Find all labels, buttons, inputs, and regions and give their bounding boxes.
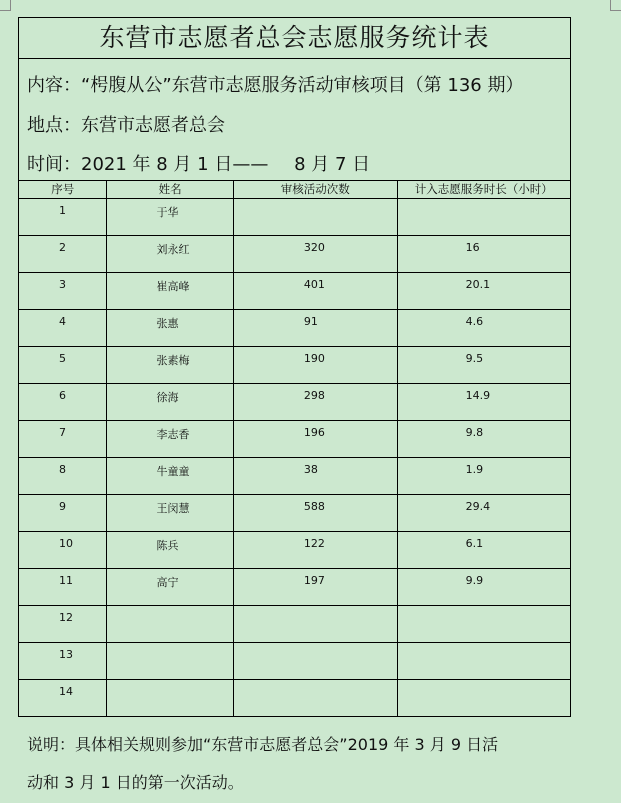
cell-no-text: 1 bbox=[59, 204, 66, 217]
cell-hours-text bbox=[398, 199, 570, 204]
cell-hours[interactable] bbox=[397, 532, 570, 569]
cell-name-text: 崔高峰 bbox=[156, 280, 190, 293]
cell-count-text: 38 bbox=[303, 463, 318, 476]
cell-hours-text: 9.5 bbox=[465, 352, 484, 365]
cell-no[interactable] bbox=[19, 236, 107, 273]
cell-hours[interactable] bbox=[397, 273, 570, 310]
cell-no-text: 7 bbox=[59, 426, 66, 439]
cell-name-text: 陈兵 bbox=[156, 539, 179, 552]
cell-hours[interactable] bbox=[397, 310, 570, 347]
info-block bbox=[19, 59, 570, 181]
cell-name[interactable] bbox=[107, 384, 233, 421]
cell-no[interactable] bbox=[19, 273, 107, 310]
cell-count-text: 190 bbox=[303, 352, 325, 365]
table-row bbox=[19, 532, 570, 569]
cell-hours[interactable] bbox=[397, 384, 570, 421]
cell-name[interactable] bbox=[107, 236, 233, 273]
cell-hours[interactable] bbox=[397, 199, 570, 236]
cell-no-text: 6 bbox=[59, 389, 66, 402]
cell-no[interactable] bbox=[19, 606, 107, 643]
cell-no-text: 2 bbox=[59, 241, 66, 254]
cell-name-text: 高宁 bbox=[156, 576, 179, 589]
cell-no[interactable] bbox=[19, 495, 107, 532]
cell-hours-text: 9.9 bbox=[465, 574, 484, 587]
cell-count[interactable] bbox=[233, 643, 397, 680]
header-name[interactable]: 姓名 bbox=[107, 181, 233, 199]
cell-no-text: 4 bbox=[59, 315, 66, 328]
cell-count[interactable] bbox=[233, 421, 397, 458]
cell-count-text bbox=[234, 606, 397, 611]
cell-name-text: 徐海 bbox=[156, 391, 179, 404]
footnote-line-1[interactable]: 说明：具体相关规则参加“东营市志愿者总会”2019 年 3 月 9 日活 bbox=[27, 735, 499, 754]
cell-hours-text bbox=[398, 643, 570, 648]
cell-no[interactable] bbox=[19, 643, 107, 680]
cell-name-text: 王闵慧 bbox=[156, 502, 190, 515]
cell-no[interactable] bbox=[19, 199, 107, 236]
cell-no-text: 10 bbox=[59, 537, 73, 550]
cell-count[interactable] bbox=[233, 458, 397, 495]
cell-hours-text: 1.9 bbox=[465, 463, 484, 476]
cell-hours-text: 6.1 bbox=[465, 537, 484, 550]
table-row bbox=[19, 347, 570, 384]
cell-hours-text bbox=[398, 606, 570, 611]
cell-count-text bbox=[234, 199, 397, 204]
place-line[interactable]: 地点：东营市志愿者总会 bbox=[27, 115, 225, 136]
volunteer-table bbox=[19, 181, 570, 717]
table-row bbox=[19, 643, 570, 680]
footnote bbox=[27, 726, 587, 802]
cell-no[interactable] bbox=[19, 384, 107, 421]
document-title[interactable]: 东营市志愿者总会志愿服务统计表 bbox=[19, 18, 570, 59]
page-corner-mark bbox=[610, 0, 621, 11]
cell-name[interactable] bbox=[107, 569, 233, 606]
cell-hours-text: 29.4 bbox=[465, 500, 491, 513]
cell-hours[interactable] bbox=[397, 347, 570, 384]
table-row bbox=[19, 421, 570, 458]
cell-count[interactable] bbox=[233, 236, 397, 273]
table-row bbox=[19, 458, 570, 495]
cell-no[interactable] bbox=[19, 680, 107, 717]
cell-hours-text: 16 bbox=[465, 241, 480, 254]
cell-count-text: 196 bbox=[303, 426, 325, 439]
header-count[interactable]: 审核活动次数 bbox=[233, 181, 397, 199]
page-corner-mark bbox=[0, 0, 11, 11]
cell-count[interactable] bbox=[233, 273, 397, 310]
table-row bbox=[19, 495, 570, 532]
cell-hours[interactable] bbox=[397, 680, 570, 717]
cell-name[interactable] bbox=[107, 421, 233, 458]
cell-count-text bbox=[234, 643, 397, 648]
cell-no-text: 14 bbox=[59, 685, 73, 698]
cell-count-text bbox=[234, 680, 397, 685]
cell-count-text: 588 bbox=[303, 500, 325, 513]
cell-count-text: 197 bbox=[303, 574, 325, 587]
header-hours[interactable]: 计入志愿服务时长（小时） bbox=[397, 181, 570, 199]
cell-no-text: 5 bbox=[59, 352, 66, 365]
cell-hours-text: 20.1 bbox=[465, 278, 491, 291]
cell-hours[interactable] bbox=[397, 495, 570, 532]
statistics-sheet bbox=[18, 17, 571, 717]
cell-hours[interactable] bbox=[397, 458, 570, 495]
cell-name-text bbox=[107, 680, 232, 685]
cell-name[interactable] bbox=[107, 606, 233, 643]
cell-name-text: 于华 bbox=[156, 206, 179, 219]
cell-count-text: 91 bbox=[303, 315, 318, 328]
cell-no[interactable] bbox=[19, 569, 107, 606]
cell-count[interactable] bbox=[233, 495, 397, 532]
table-row bbox=[19, 606, 570, 643]
cell-count-text: 401 bbox=[303, 278, 325, 291]
cell-name-text: 牛童童 bbox=[156, 465, 190, 478]
cell-name-text: 李志香 bbox=[156, 428, 190, 441]
cell-hours-text: 9.8 bbox=[465, 426, 484, 439]
cell-name-text: 刘永红 bbox=[156, 243, 190, 256]
cell-name[interactable] bbox=[107, 532, 233, 569]
cell-count-text: 320 bbox=[303, 241, 325, 254]
cell-no[interactable] bbox=[19, 421, 107, 458]
cell-no[interactable] bbox=[19, 310, 107, 347]
cell-name-text bbox=[107, 643, 232, 648]
content-line[interactable]: 内容：“枵腹从公”东营市志愿服务活动审核项目（第 136 期） bbox=[27, 75, 524, 96]
cell-name[interactable] bbox=[107, 347, 233, 384]
cell-hours[interactable] bbox=[397, 606, 570, 643]
cell-name-text: 张素梅 bbox=[156, 354, 190, 367]
cell-no[interactable] bbox=[19, 347, 107, 384]
cell-count[interactable] bbox=[233, 606, 397, 643]
header-no[interactable]: 序号 bbox=[19, 181, 107, 199]
cell-name-text: 张惠 bbox=[156, 317, 179, 330]
cell-name[interactable] bbox=[107, 495, 233, 532]
table-row bbox=[19, 273, 570, 310]
cell-hours[interactable] bbox=[397, 236, 570, 273]
cell-count-text: 122 bbox=[303, 537, 325, 550]
table-row bbox=[19, 384, 570, 421]
cell-no-text: 12 bbox=[59, 611, 73, 624]
table-row bbox=[19, 310, 570, 347]
cell-count-text: 298 bbox=[303, 389, 325, 402]
time-line[interactable] bbox=[27, 150, 370, 176]
cell-count[interactable] bbox=[233, 347, 397, 384]
cell-name[interactable] bbox=[107, 199, 233, 236]
cell-count[interactable] bbox=[233, 199, 397, 236]
cell-hours-text: 14.9 bbox=[465, 389, 491, 402]
table-row bbox=[19, 680, 570, 717]
cell-no[interactable] bbox=[19, 532, 107, 569]
cell-name[interactable] bbox=[107, 310, 233, 347]
cell-hours[interactable] bbox=[397, 421, 570, 458]
cell-count[interactable] bbox=[233, 532, 397, 569]
cell-no-text: 9 bbox=[59, 500, 66, 513]
table-row bbox=[19, 569, 570, 606]
cell-count[interactable] bbox=[233, 680, 397, 717]
cell-no-text: 13 bbox=[59, 648, 73, 661]
footnote-line-2[interactable]: 动和 3 月 1 日的第一次活动。 bbox=[27, 773, 244, 792]
cell-name-text bbox=[107, 606, 232, 611]
table-row bbox=[19, 236, 570, 273]
cell-count[interactable] bbox=[233, 384, 397, 421]
time-start: 时间：2021 年 8 月 1 日—— bbox=[27, 154, 269, 175]
cell-hours[interactable] bbox=[397, 569, 570, 606]
cell-hours-text bbox=[398, 680, 570, 685]
cell-name[interactable] bbox=[107, 458, 233, 495]
table-row bbox=[19, 199, 570, 236]
cell-name[interactable] bbox=[107, 643, 233, 680]
cell-hours[interactable] bbox=[397, 643, 570, 680]
cell-no[interactable] bbox=[19, 458, 107, 495]
cell-count[interactable] bbox=[233, 569, 397, 606]
cell-name[interactable] bbox=[107, 273, 233, 310]
time-end: 8 月 7 日 bbox=[294, 154, 371, 175]
cell-count[interactable] bbox=[233, 310, 397, 347]
table-header-row bbox=[19, 181, 570, 199]
cell-name[interactable] bbox=[107, 680, 233, 717]
cell-hours-text: 4.6 bbox=[465, 315, 484, 328]
cell-no-text: 3 bbox=[59, 278, 66, 291]
cell-no-text: 8 bbox=[59, 463, 66, 476]
cell-no-text: 11 bbox=[59, 574, 73, 587]
